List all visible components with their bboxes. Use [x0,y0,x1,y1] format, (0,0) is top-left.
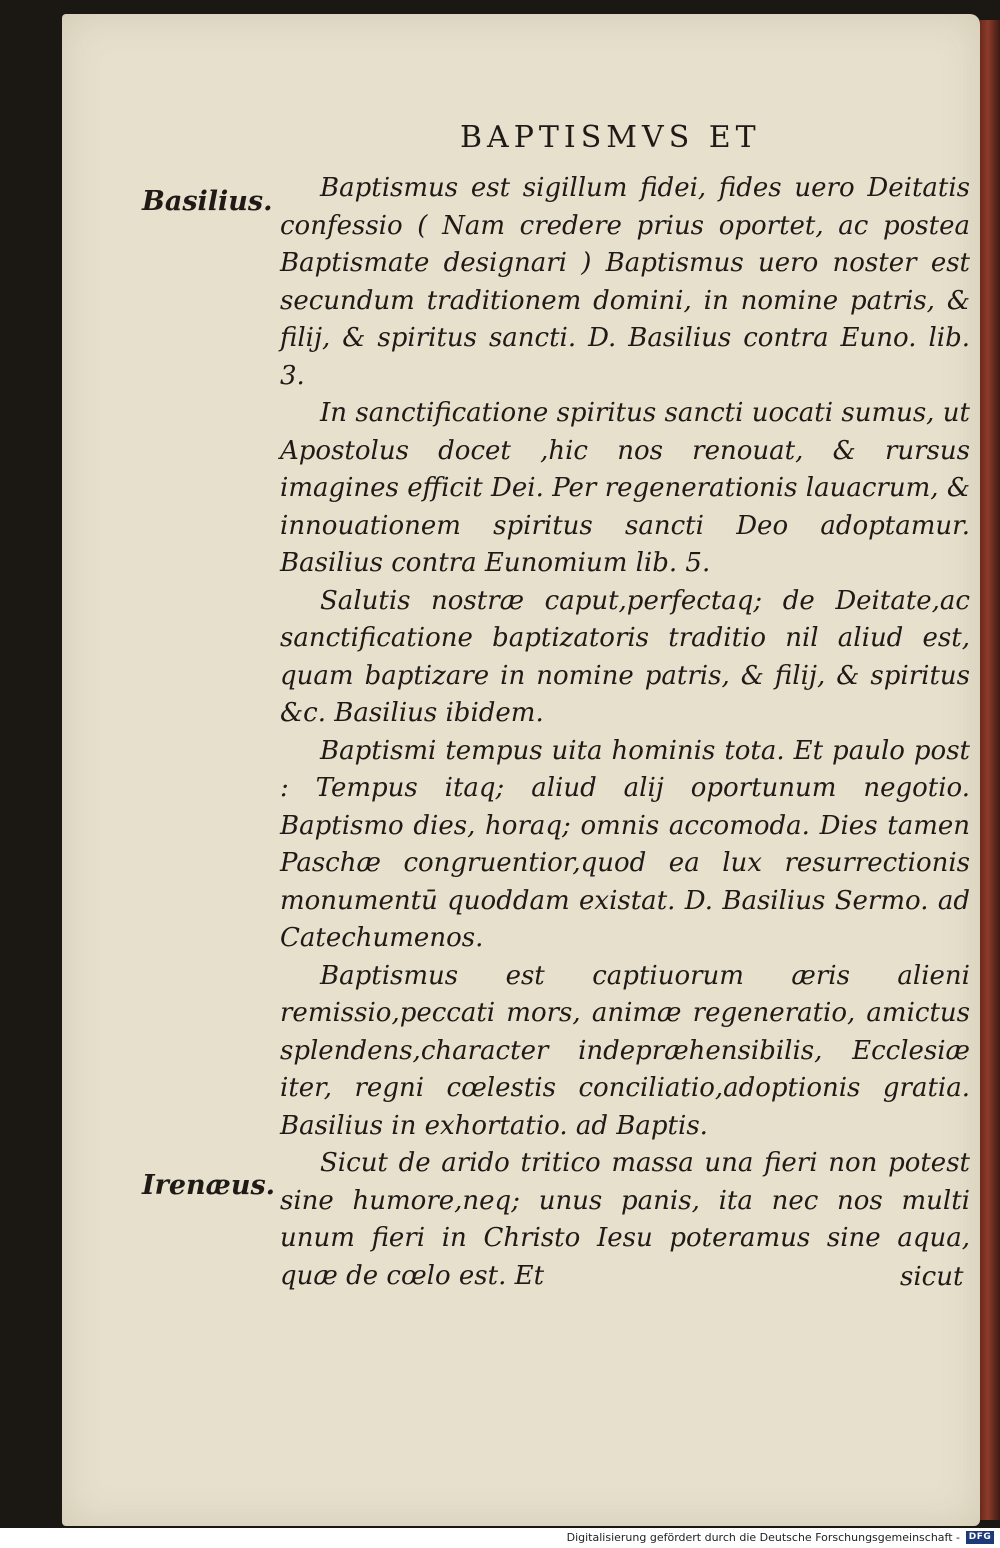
dfg-logo: DFG [966,1531,994,1544]
paragraph: Sicut de arido tritico massa una fieri non potest sine humore,neq; unus panis, ita nec nos multi unum fieri in Christo Iesu poteramus sine aqua, quæ de cœlo est. Et [280,1148,970,1291]
paragraph: Baptismus est sigillum fidei, fides uero Deitatis confessio ( Nam credere prius oportet, ac postea Baptismate designari ) Baptismus uero noster est secundum traditionem domini, in nomine patris, & filij, & spiritus sancti. D. Basilius contra Euno. lib. 3. [280,173,970,391]
footer-bar [0,1528,1000,1548]
paragraph: In sanctificatione spiritus sancti uocati sumus, ut Apostolus docet ,hic nos renouat, & rursus imagines efficit Dei. Per regenerationis lauacrum, & innouationem spiritus sancti Deo adoptamur. Basilius contra Eunomium lib. 5. [280,398,970,578]
running-head: BAPTISMVS ET [460,120,761,155]
margin-note-basilius: Basilius. [142,186,273,217]
paragraph: Baptismi tempus uita hominis tota. Et paulo post : Tempus itaq; aliud alij oportunum negotio. Baptismo dies, horaq; omnis accomoda. Dies tamen Paschæ congruentior,quod ea lux resurrectionis monumentū quoddam existat. D. Basilius Sermo. ad Catechumenos. [280,735,970,953]
paragraph: Baptismus est captiuorum æris alieni remissio,peccati mors, animæ regeneratio, amictus splendens,character indepræhensibilis, Ecclesiæ iter, regni cœlestis conciliatio,adoptionis gratia. Basilius in exhortatio. ad Baptis. [280,960,970,1141]
page-edge [980,20,1000,1520]
text-body [280,170,970,1295]
catchword: sicut [900,1262,964,1292]
paragraph: Salutis nostræ caput,perfectaq; de Deitate,ac sanctificatione baptizatoris traditio nil aliud est, quam baptizare in nomine patris, & filij, & spiritus &c. Basilius ibidem. [280,585,970,728]
funding-notice: Digitalisierung gefördert durch die Deutsche Forschungsgemeinschaft - [566,1531,960,1544]
margin-note-irenaeus: Irenæus. [142,1170,276,1201]
